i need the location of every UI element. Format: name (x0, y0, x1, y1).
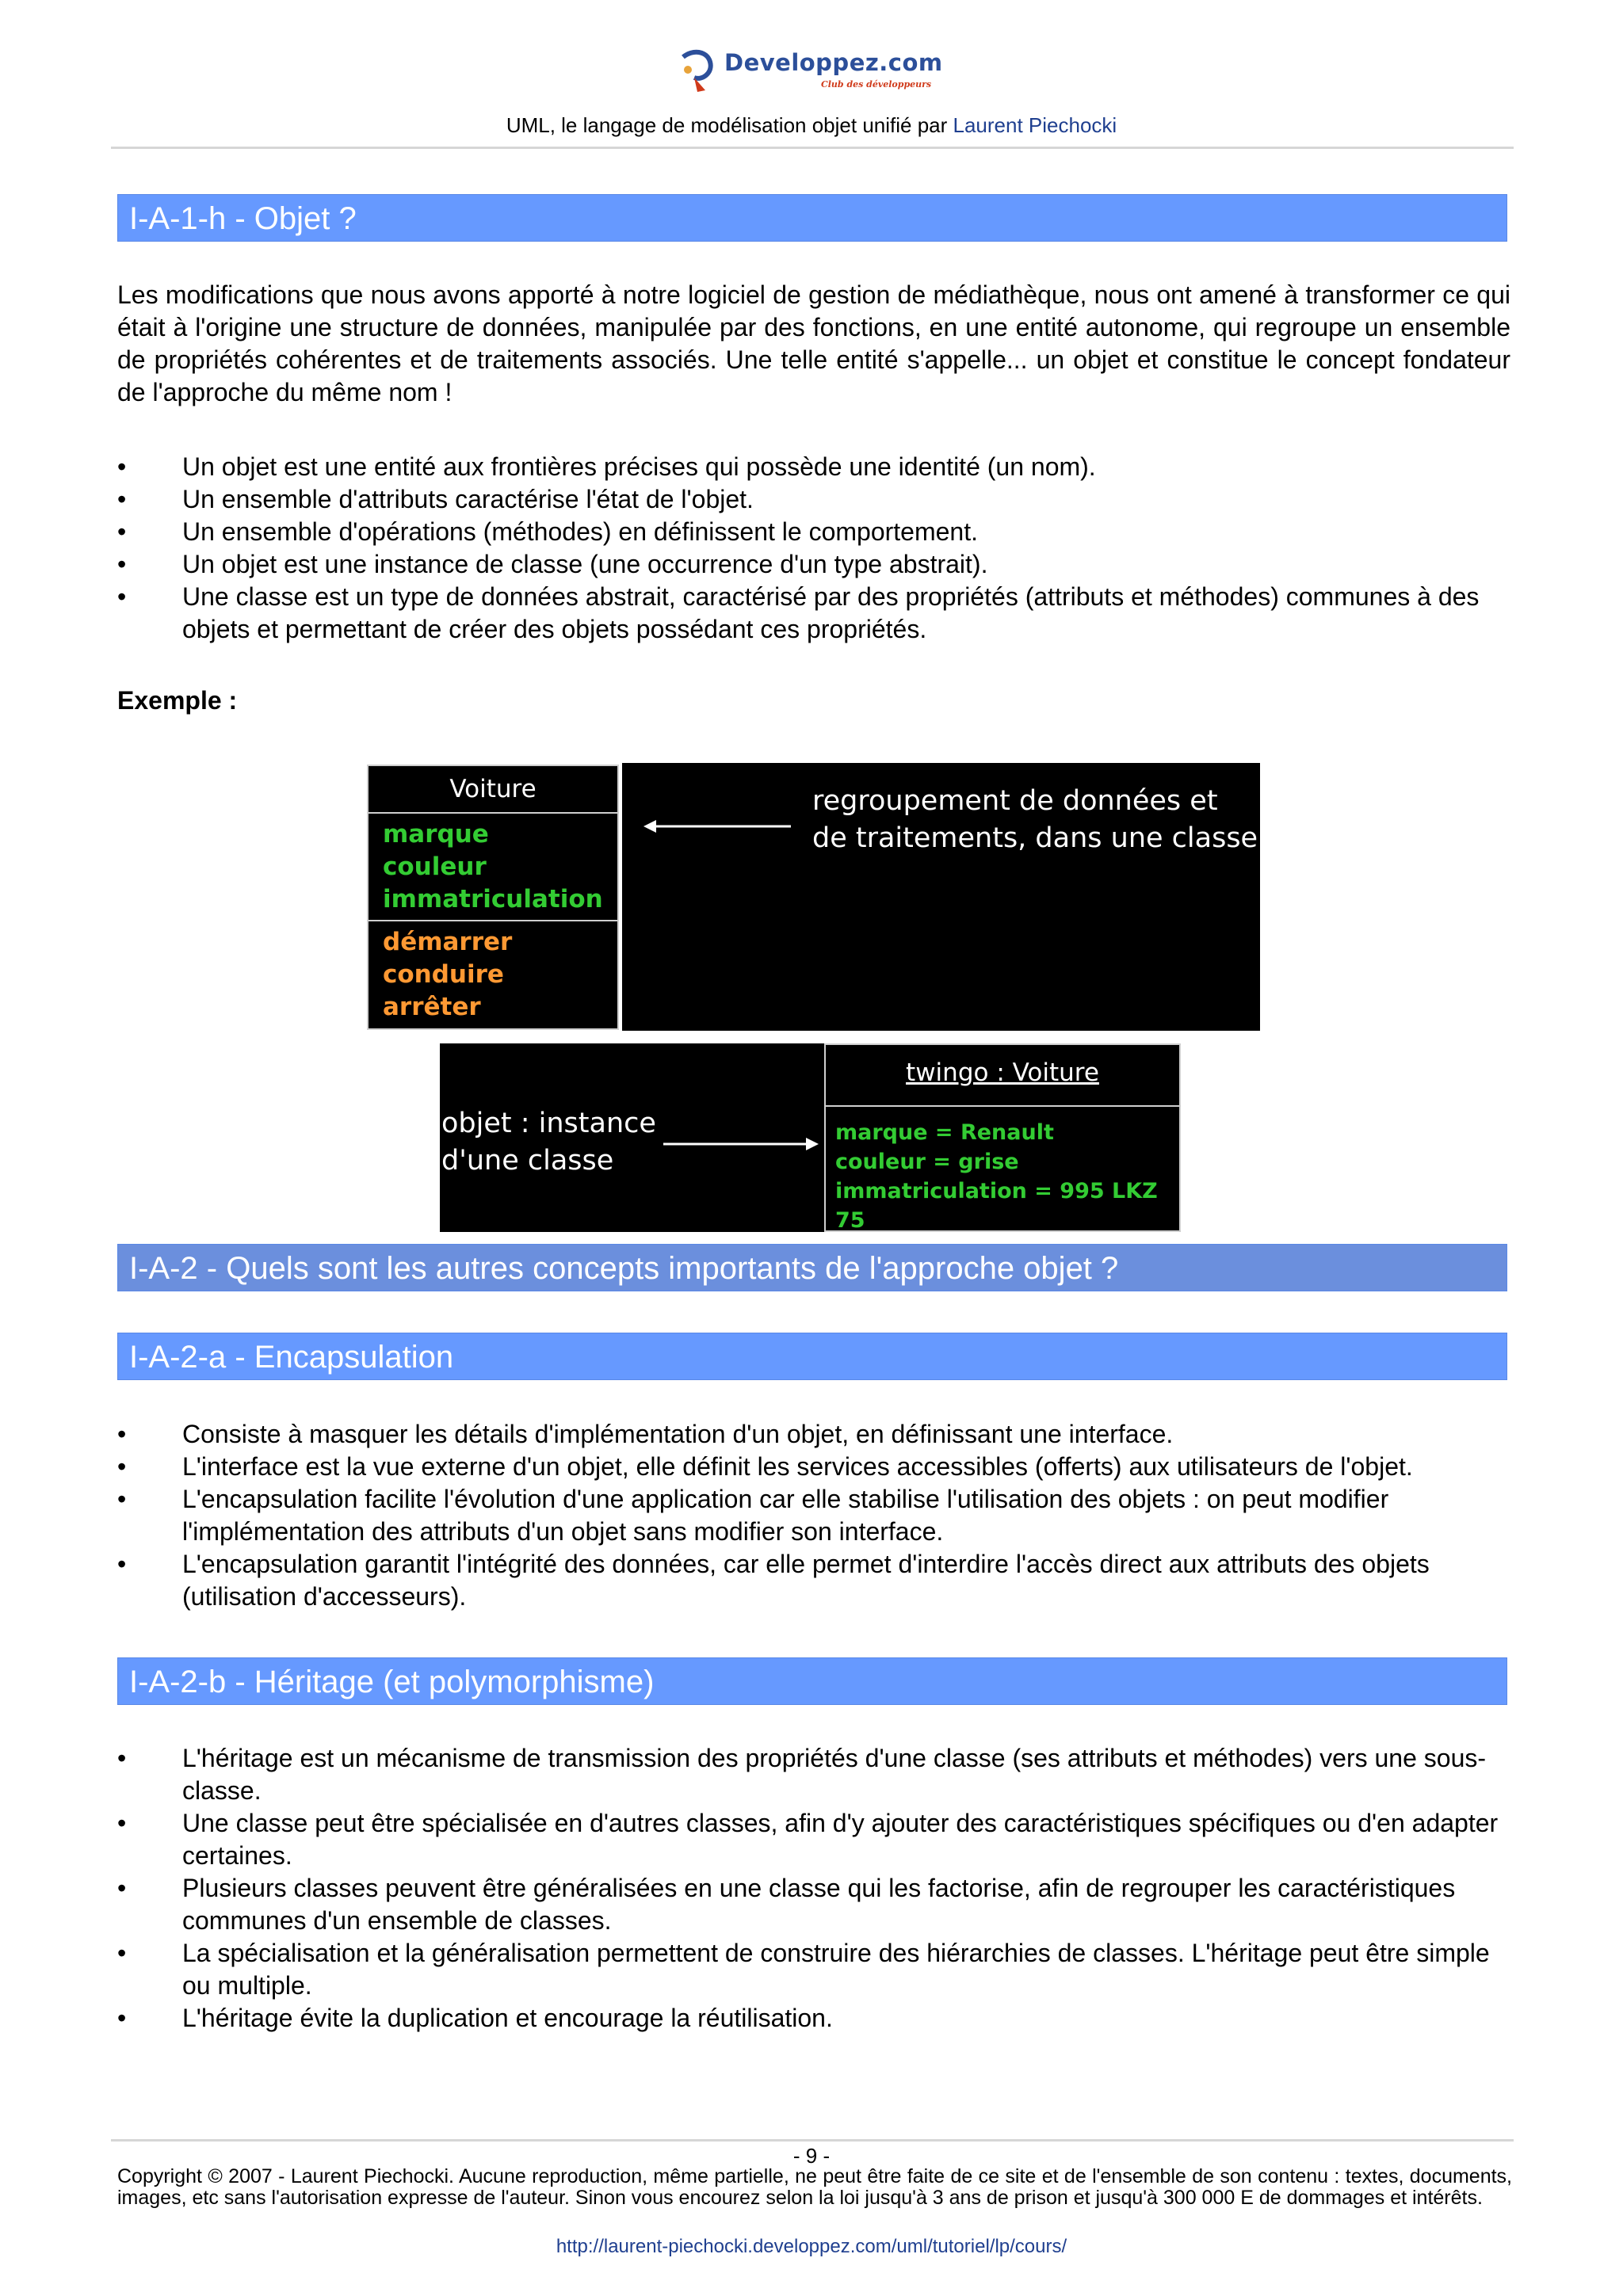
section-heading-objet: I-A-1-h - Objet ? (117, 194, 1507, 242)
title-prefix: UML, le langage de modélisation objet unifié par (506, 113, 953, 137)
logo-subtitle: Club des développeurs (821, 79, 932, 90)
instance-value: immatriculation = 995 LKZ 75 (835, 1179, 1158, 1233)
instance-caption-line: d'une classe (441, 1145, 614, 1177)
class-name: Voiture (369, 766, 617, 814)
developpez-logo-icon (678, 46, 721, 93)
logo-text: Developpez.com (724, 49, 943, 76)
objet-bullet-list (117, 451, 1520, 646)
class-operation: démarrer (383, 928, 513, 956)
list-item: • Une classe peut être spécialisée en d'autres classes, afin d'y ajouter des caractéristiques spécifiques ou d'en adapter certaines. (117, 1809, 1499, 1870)
instance-value: couleur = grise (835, 1150, 1019, 1174)
section-heading-heritage: I-A-2-b - Héritage (et polymorphisme) (117, 1657, 1507, 1705)
list-item: • Un ensemble d'attributs caractérise l'état de l'objet. (117, 485, 754, 513)
uml-instance-box (824, 1043, 1181, 1232)
list-item: • Consiste à masquer les détails d'implémentation d'un objet, en définissant une interface. (117, 1420, 1174, 1448)
instance-caption-line: objet : instance (441, 1108, 656, 1139)
left-arrow-icon (642, 814, 792, 838)
class-caption-line: regroupement de données et (812, 785, 1218, 817)
list-item: • Un objet est une instance de classe (une occurrence d'un type abstrait). (117, 550, 988, 578)
class-operations (369, 921, 617, 1024)
heritage-bullet-list (117, 1742, 1520, 2035)
instance-name: twingo : Voiture (826, 1045, 1179, 1107)
instance-value: marque = Renault (835, 1120, 1054, 1145)
class-caption-line: de traitements, dans une classe (812, 822, 1258, 854)
instance-values (826, 1107, 1179, 1235)
list-item: • Plusieurs classes peuvent être généralisées en une classe qui les factorise, afin de regrouper les caractéristiques communes d'un ensemble de classes. (117, 1874, 1456, 1935)
uml-class-box (367, 765, 619, 1030)
list-item: • L'encapsulation garantit l'intégrité des données, car elle permet d'interdire l'accès direct aux attributs des objets (utilisation d'accesseurs). (117, 1550, 1430, 1611)
developpez-logo[interactable] (678, 43, 943, 98)
encapsulation-bullet-list (117, 1418, 1520, 1613)
list-item: • L'encapsulation facilite l'évolution d'une application car elle stabilise l'utilisation des objets : on peut modifier l'implémentation des attributs d'un objet sans modifier son interface. (117, 1485, 1389, 1546)
page-number: - 9 - (792, 2144, 831, 2168)
author-link[interactable]: Laurent Piechocki (953, 113, 1117, 137)
header-divider (111, 147, 1514, 149)
list-item: • Un ensemble d'opérations (méthodes) en définissent le comportement. (117, 517, 978, 546)
class-caption-panel (622, 763, 1260, 1031)
class-attribute: immatriculation (383, 885, 603, 913)
copyright-notice: Copyright © 2007 - Laurent Piechocki. Aucune reproduction, même partielle, ne peut être faite de ce site et de l'ensemble de son contenu : textes, documents, images, etc sans l'autorisation expresse de l'auteur. Sinon vous encourez selon la loi jusqu'à 3 ans de prison et jusqu'à 300 000 E de dommages et intérêts. (117, 2165, 1512, 2209)
footer-divider (111, 2139, 1514, 2142)
intro-paragraph: Les modifications que nous avons apporté à notre logiciel de gestion de médiathèque, nous ont amené à transformer ce qui était à l'origine une structure de données, manipulée par des fonctions, en une entité autonome, qui regroupe un ensemble de propriétés cohérentes et de traitements associés. Une telle entité s'appelle... un objet et constitue le concept fondateur de l'approche du même nom ! (117, 280, 1510, 406)
class-operation: arrêter (383, 993, 481, 1021)
class-attributes (369, 814, 617, 921)
list-item: • L'héritage est un mécanisme de transmission des propriétés d'une classe (ses attributs et méthodes) vers une sous-classe. (117, 1744, 1487, 1805)
section-heading-encapsulation: I-A-2-a - Encapsulation (117, 1333, 1507, 1380)
example-label: Exemple : (117, 686, 238, 715)
instance-caption-panel (440, 1043, 826, 1232)
right-arrow-icon (662, 1132, 820, 1156)
list-item: • Un objet est une entité aux frontières précises qui possède une identité (un nom). (117, 452, 1096, 481)
list-item: • L'interface est la vue externe d'un objet, elle définit les services accessibles (offerts) aux utilisateurs de l'objet. (117, 1452, 1413, 1481)
class-attribute: marque (383, 820, 489, 849)
list-item: • Une classe est un type de données abstrait, caractérisé par des propriétés (attributs et méthodes) communes à des objets et permettant de créer des objets possédant ces propriétés. (117, 582, 1480, 643)
footer-url-link[interactable]: http://laurent-piechocki.developpez.com/uml/tutoriel/lp/cours/ (556, 2236, 1067, 2257)
document-title (0, 113, 1623, 138)
class-operation: conduire (383, 960, 504, 989)
section-heading-concepts: I-A-2 - Quels sont les autres concepts importants de l'approche objet ? (117, 1244, 1507, 1291)
class-attribute: couleur (383, 852, 487, 881)
list-item: • La spécialisation et la généralisation permettent de construire des hiérarchies de classes. L'héritage peut être simple ou multiple. (117, 1939, 1490, 2000)
list-item: • L'héritage évite la duplication et encourage la réutilisation. (117, 2004, 833, 2032)
